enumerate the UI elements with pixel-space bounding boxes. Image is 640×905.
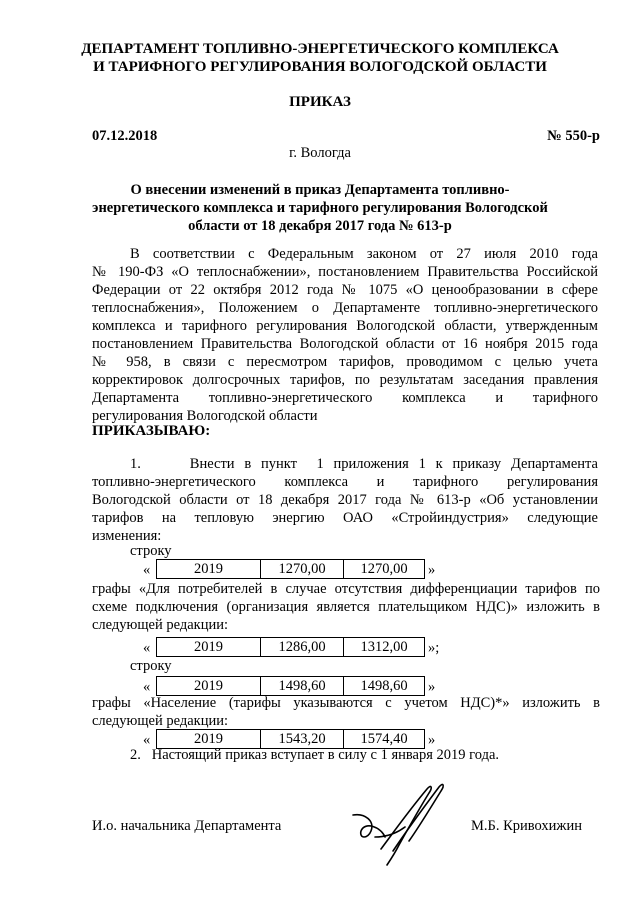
preamble-line: комплекса и тарифного регулирования Вологодской области, утвержденным — [92, 318, 598, 334]
signatory-name: М.Б. Кривохижин — [471, 818, 582, 834]
preamble-line: регулирования Вологодской области — [92, 408, 318, 424]
tariff-year: 2019 — [156, 559, 261, 579]
preamble-line: Департамента топливно-энергетического комплекса и тарифного — [92, 390, 598, 406]
signatory-position: И.о. начальника Департамента — [92, 818, 282, 834]
tariff-year: 2019 — [156, 729, 261, 749]
tariff-value: 1286,00 — [261, 637, 344, 657]
handwritten-signature — [335, 775, 465, 875]
close-quote: » — [428, 732, 436, 748]
graph-1-text — [92, 580, 600, 634]
item-1 — [92, 455, 598, 545]
close-quote: »; — [428, 640, 440, 656]
document-type: ПРИКАЗ — [289, 94, 351, 110]
preamble-line: постановлением Правительства Вологодской области от 16 ноября 2015 года — [92, 336, 598, 352]
order-title — [0, 181, 640, 235]
tariff-value: 1270,00 — [261, 559, 344, 579]
tariff-row-2 — [156, 637, 425, 657]
department-name-line1: ДЕПАРТАМЕНТ ТОПЛИВНО-ЭНЕРГЕТИЧЕСКОГО КОМПЛЕКСА — [81, 41, 559, 57]
graph-1-line: графы «Для потребителей в случае отсутствия дифференциации тарифов по — [92, 581, 600, 597]
tariff-value: 1498,60 — [261, 676, 344, 696]
item-1-line: изменения: — [92, 528, 162, 544]
preamble-line: № 190-ФЗ «О теплоснабжении», постановлением Правительства Российской — [92, 264, 598, 280]
close-quote: » — [428, 679, 436, 695]
tariff-year: 2019 — [156, 676, 261, 696]
preamble-line: № 958, в связи с пересмотром тарифов, проводимом с целью учета — [92, 354, 598, 370]
order-word: ПРИКАЗЫВАЮ: — [92, 423, 211, 439]
item-2: 2. Настоящий приказ вступает в силу с 1 января 2019 года. — [130, 747, 500, 763]
graph-2-line: следующей редакции: — [92, 713, 229, 729]
department-name-line2: И ТАРИФНОГО РЕГУЛИРОВАНИЯ ВОЛОГОДСКОЙ ОБЛАСТИ — [93, 59, 547, 75]
tariff-value: 1312,00 — [344, 637, 425, 657]
open-quote: « — [143, 640, 151, 656]
tariff-value: 1498,60 — [344, 676, 425, 696]
open-quote: « — [143, 562, 151, 578]
graph-2-line: графы «Население (тарифы указываются с учетом НДС)*» изложить в — [92, 695, 600, 711]
order-date: 07.12.2018 — [92, 128, 158, 144]
preamble-line: В соответствии с Федеральным законом от 27 июля 2010 года — [130, 246, 598, 262]
order-title-line: О внесении изменений в приказ Департамента топливно- — [130, 182, 510, 198]
tariff-row-1 — [156, 559, 425, 579]
graph-2-text — [92, 694, 600, 730]
close-quote: » — [428, 562, 436, 578]
order-title-line: энергетического комплекса и тарифного регулирования Вологодской — [92, 200, 548, 216]
item-1-line: Вологодской области от 18 декабря 2017 года № 613-р «Об установлении — [92, 492, 598, 508]
tariff-row-4 — [156, 729, 425, 749]
tariff-row-3 — [156, 676, 425, 696]
preamble-line: теплоснабжения», Положением о Департаменте топливно-энергетического — [92, 300, 598, 316]
order-title-line: области от 18 декабря 2017 года № 613-р — [188, 218, 452, 234]
open-quote: « — [143, 679, 151, 695]
preamble-line: Федерации от 22 октября 2012 года № 1075 «О ценообразовании в сфере — [92, 282, 598, 298]
item-1-line: топливно-энергетического комплекса и тарифного регулирования — [92, 474, 598, 490]
row-label: строку — [130, 658, 172, 674]
tariff-value: 1270,00 — [344, 559, 425, 579]
order-number: № 550-р — [547, 128, 600, 144]
graph-1-line: схеме подключения (организация является плательщиком НДС)» изложить в — [92, 599, 600, 615]
row-label: строку — [130, 543, 172, 559]
graph-1-line: следующей редакции: — [92, 617, 229, 633]
item-1-line: 1. Внести в пункт 1 приложения 1 к приказу Департамента — [130, 456, 598, 472]
preamble — [92, 245, 598, 425]
preamble-line: корректировок долгосрочных тарифов, по результатам заседания правления — [92, 372, 598, 388]
city: г. Вологда — [289, 145, 351, 161]
tariff-value: 1543,20 — [261, 729, 344, 749]
item-1-line: тарифов на тепловую энергию ОАО «Стройиндустрия» следующие — [92, 510, 598, 526]
open-quote: « — [143, 732, 151, 748]
tariff-value: 1574,40 — [344, 729, 425, 749]
tariff-year: 2019 — [156, 637, 261, 657]
